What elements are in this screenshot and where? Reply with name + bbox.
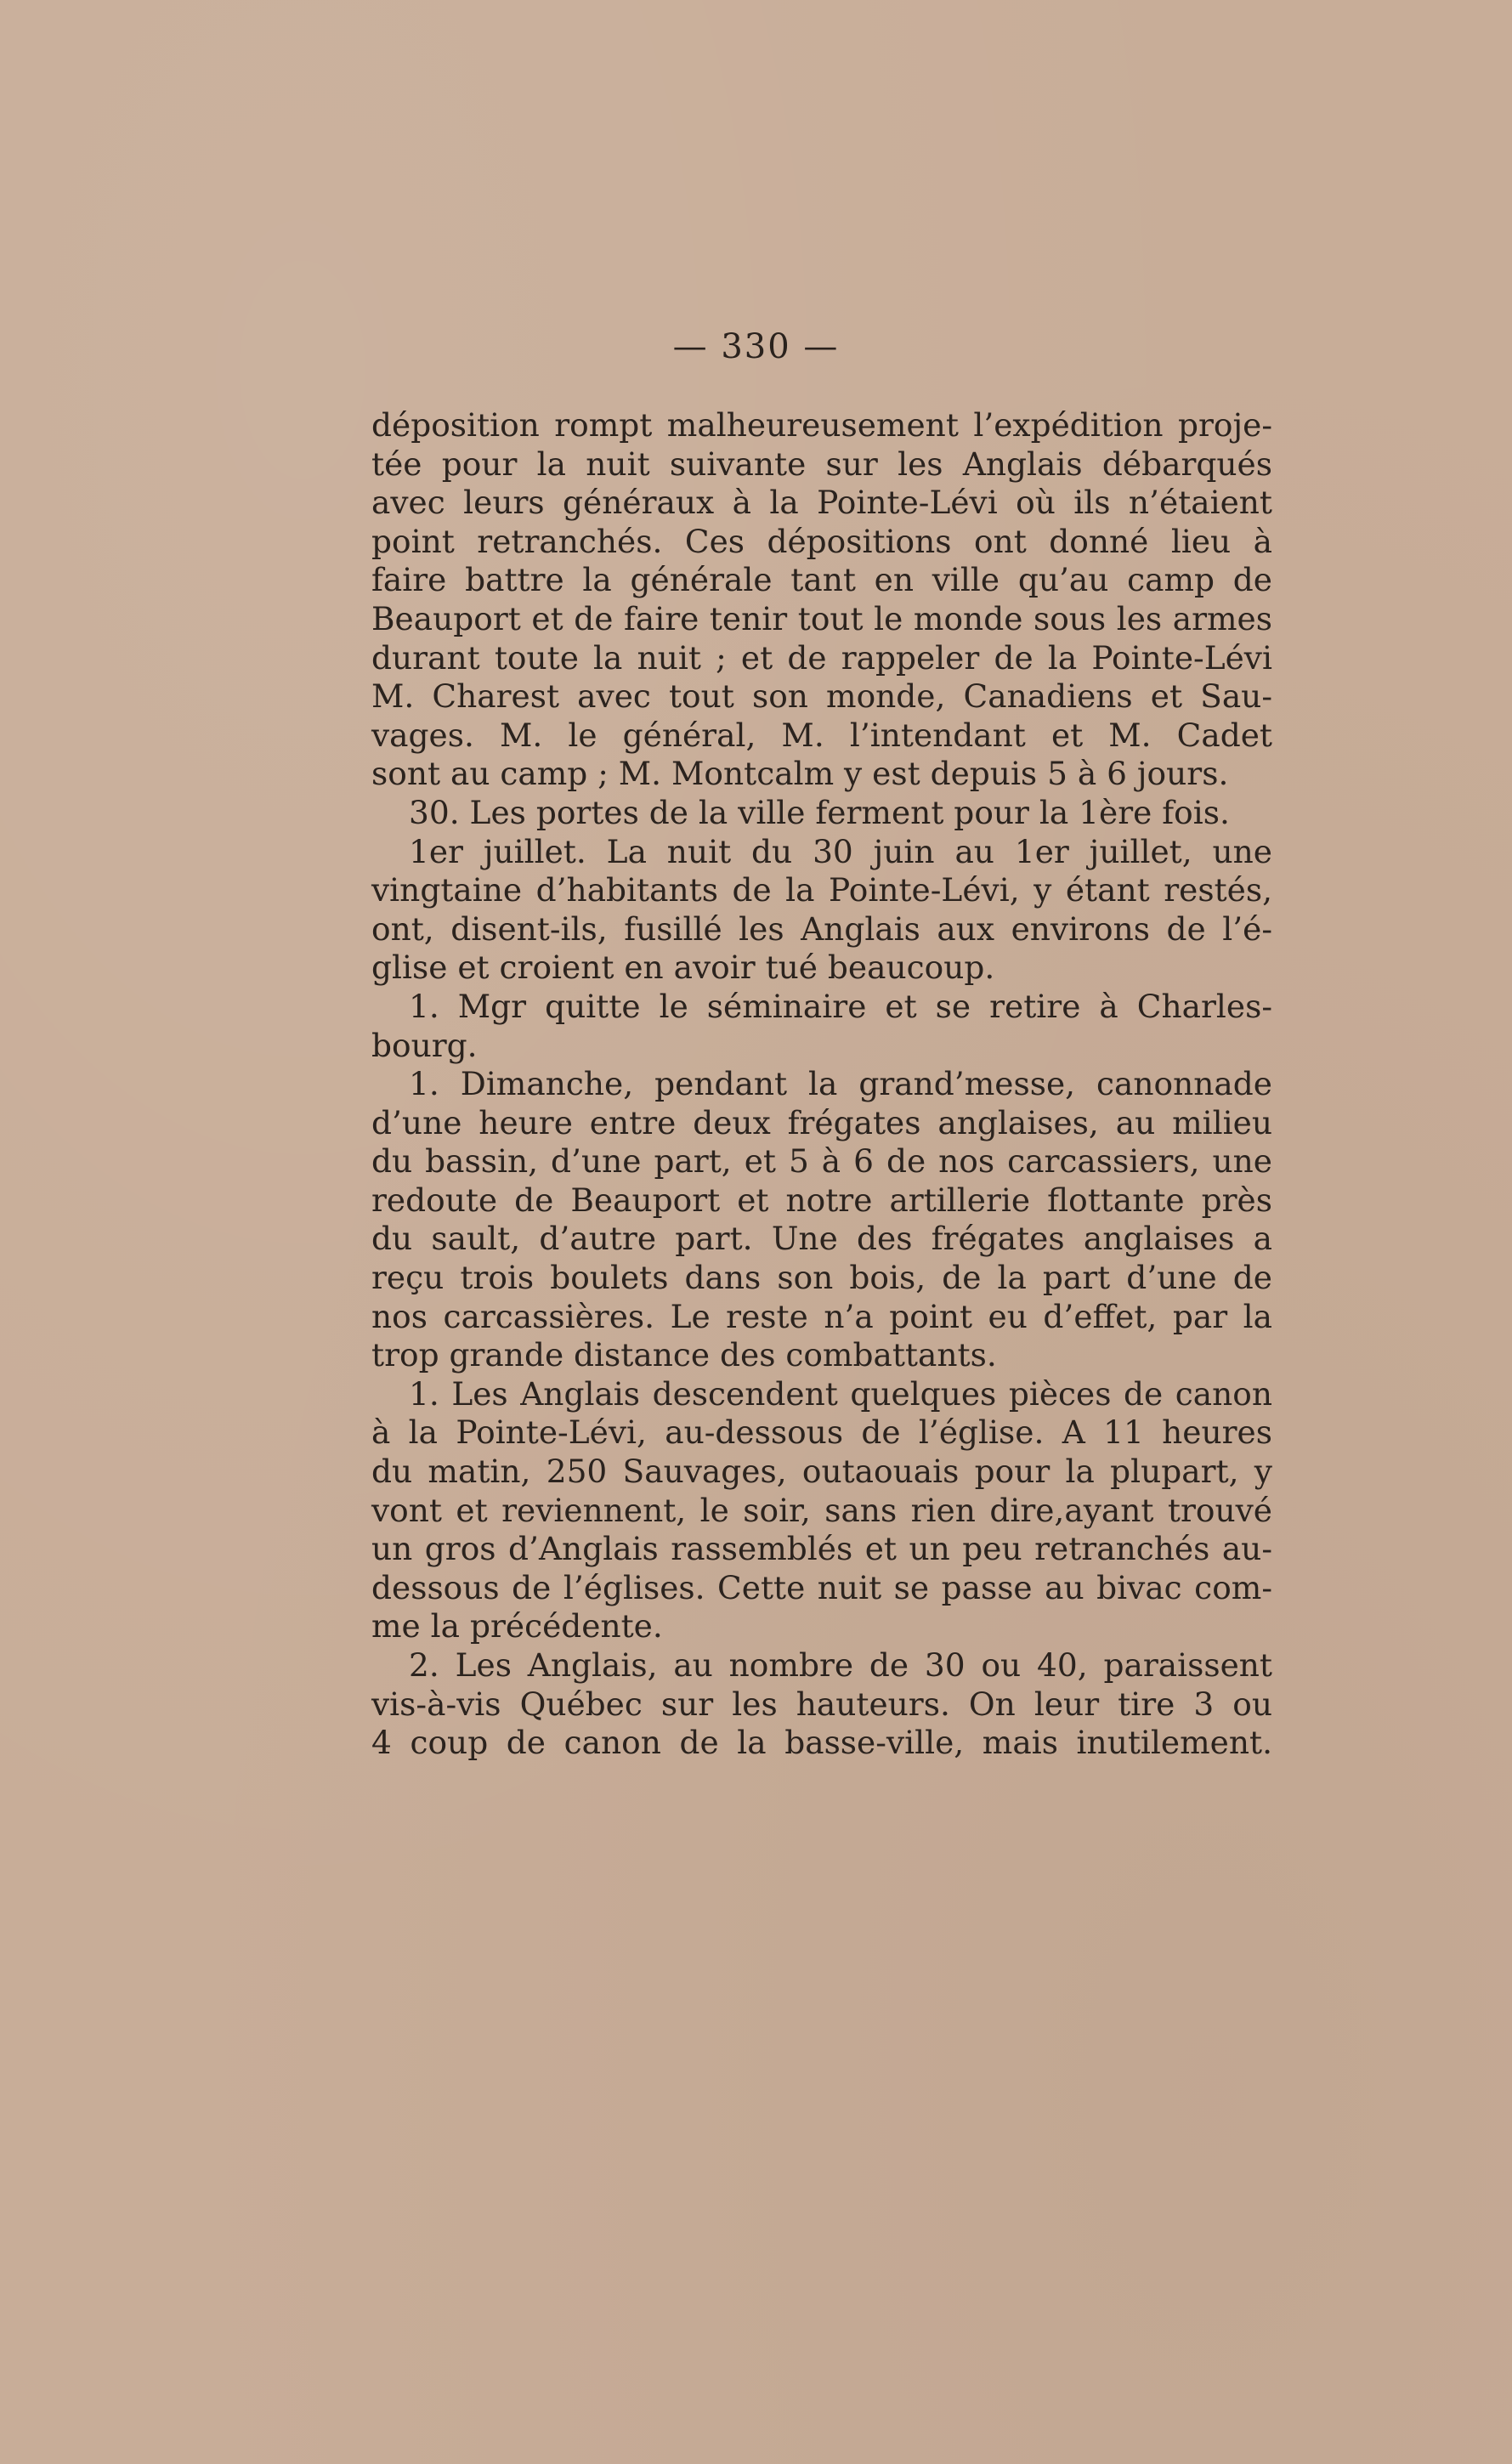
text-line: dessous de l’églises. Cette nuit se passe au bivac com-	[371, 1568, 1272, 1606]
text-line: avec leurs généraux à la Pointe-Lévi où ils n’étaient	[371, 484, 1272, 522]
text-line: glise et croient en avoir tué beaucoup.	[371, 949, 995, 987]
text-line: déposition rompt malheureusement l’expédition proje-	[371, 406, 1272, 444]
body-text	[371, 406, 1272, 1763]
text-line: durant toute la nuit ; et de rappeler de la Pointe-Lévi	[371, 638, 1272, 677]
text-line: ont, disent-ils, fusillé les Anglais aux environs de l’é-	[371, 909, 1272, 948]
text-line: sont au camp ; M. Montcalm y est depuis 5 à 6 jours.	[371, 755, 1229, 793]
text-line: 1er juillet. La nuit du 30 juin au 1er juillet, une	[409, 832, 1272, 870]
text-line: reçu trois boulets dans son bois, de la part d’une de	[371, 1259, 1272, 1297]
text-line: vingtaine d’habitants de la Pointe-Lévi, y étant restés,	[371, 871, 1272, 909]
text-line: Beauport et de faire tenir tout le monde sous les armes	[371, 599, 1272, 637]
text-line: du matin, 250 Sauvages, outaouais pour la plupart, y	[371, 1453, 1272, 1491]
text-line: 1. Les Anglais descendent quelques pièces de canon	[409, 1374, 1272, 1413]
text-line: tée pour la nuit suivante sur les Anglais débarqués	[371, 445, 1272, 483]
text-line: nos carcassières. Le reste n’a point eu d’effet, par la	[371, 1297, 1272, 1335]
text-line: faire battre la générale tant en ville qu’au camp de	[371, 561, 1272, 599]
text-line: 2. Les Anglais, au nombre de 30 ou 40, paraissent	[409, 1646, 1272, 1684]
text-line: redoute de Beauport et notre artillerie flottante près	[371, 1181, 1272, 1219]
text-line: bourg.	[371, 1026, 478, 1064]
text-line: un gros d’Anglais rassemblés et un peu retranchés au-	[371, 1530, 1272, 1568]
text-line: point retranchés. Ces dépositions ont donné lieu à	[371, 522, 1272, 560]
text-line: d’une heure entre deux frégates anglaises, au milieu	[371, 1103, 1272, 1141]
text-line: vis-à-vis Québec sur les hauteurs. On leur tire 3 ou	[371, 1685, 1272, 1723]
page-number: — 330 —	[672, 327, 840, 366]
text-line: 1. Dimanche, pendant la grand’messe, canonnade	[409, 1065, 1272, 1103]
text-line: vages. M. le général, M. l’intendant et M. Cadet	[371, 716, 1272, 754]
text-line: trop grande distance des combattants.	[371, 1336, 997, 1374]
text-line: 30. Les portes de la ville ferment pour la 1ère fois.	[409, 793, 1230, 831]
text-line: me la précédente.	[371, 1607, 663, 1645]
text-line: du bassin, d’une part, et 5 à 6 de nos carcassiers, une	[371, 1142, 1272, 1181]
text-line: 4 coup de canon de la basse-ville, mais inutilement.	[371, 1724, 1272, 1762]
text-line: 1. Mgr quitte le séminaire et se retire à Charles-	[409, 987, 1272, 1025]
text-line: du sault, d’autre part. Une des frégates anglaises a	[371, 1220, 1272, 1258]
text-line: M. Charest avec tout son monde, Canadiens et Sau-	[371, 677, 1272, 716]
text-line: à la Pointe-Lévi, au-dessous de l’église. A 11 heures	[371, 1413, 1272, 1452]
text-line: vont et reviennent, le soir, sans rien dire,ayant trouvé	[371, 1491, 1272, 1529]
